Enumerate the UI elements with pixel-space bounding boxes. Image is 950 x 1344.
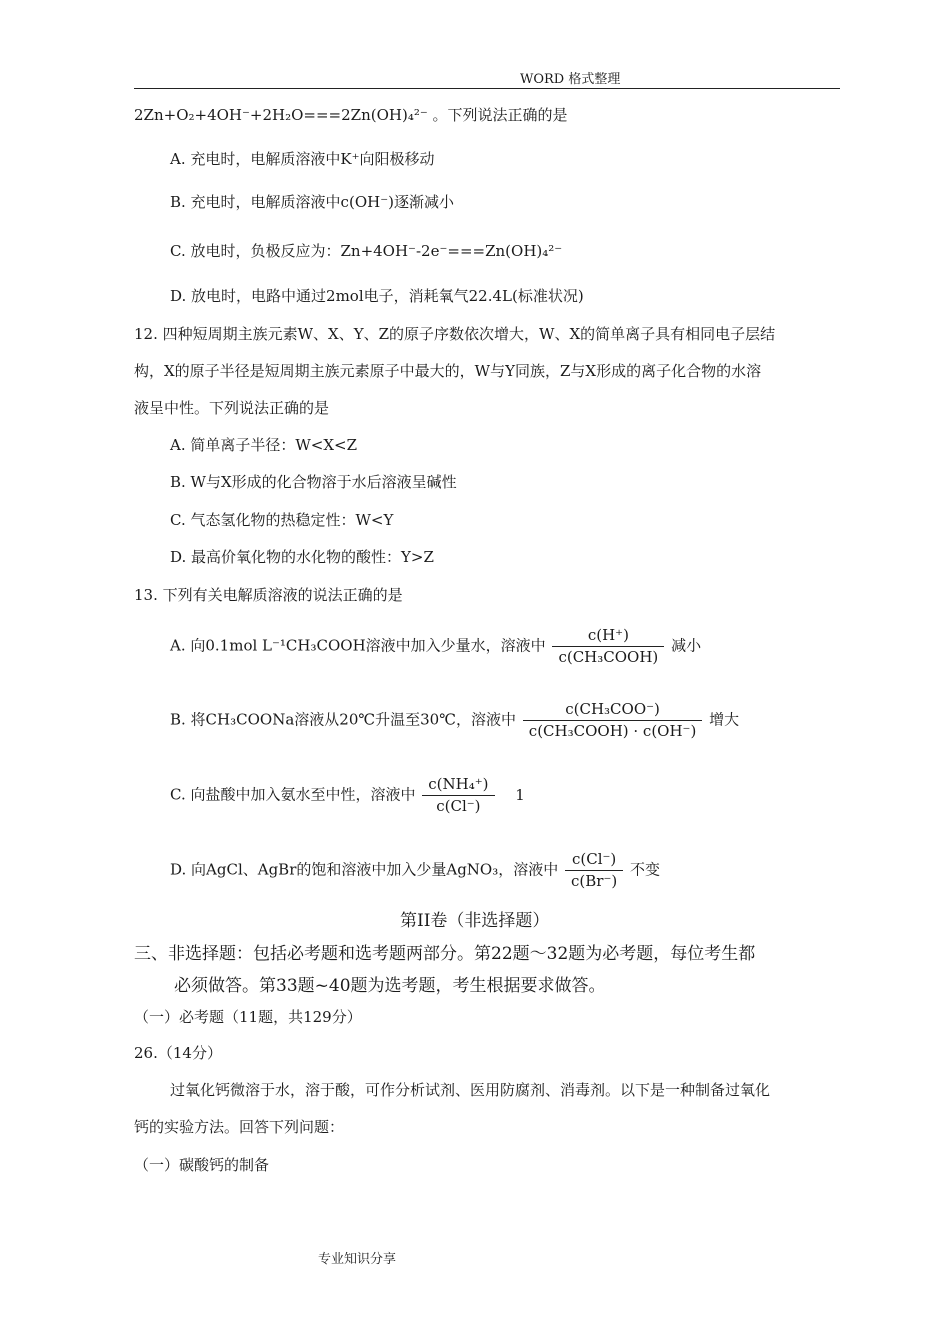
q13-a-numerator: c(H⁺) — [552, 626, 664, 647]
q13-option-b — [170, 700, 739, 741]
part2-intro-line-1: 三、非选择题：包括必考题和选考题两部分。第22题～32题为必考题，每位考生都 — [134, 944, 756, 964]
q13-d-result: 不变 — [630, 860, 661, 879]
q13-b-fraction — [523, 700, 703, 741]
q26-text-line-1: 过氧化钙微溶于水，溶于酸，可作分析试剂、医用防腐剂、消毒剂。以下是一种制备过氧化 — [170, 1081, 771, 1099]
q12-option-c: C. 气态氢化物的热稳定性：W<Y — [170, 511, 394, 529]
q13-c-fraction — [422, 775, 494, 816]
q11-option-a: A. 充电时，电解质溶液中K⁺向阳极移动 — [170, 150, 435, 168]
q13-d-text: D. 向AgCl、AgBr的饱和溶液中加入少量AgNO₃，溶液中 — [170, 860, 559, 879]
required-section-title: （一）必考题（11题，共129分） — [134, 1008, 362, 1026]
q12-option-a: A. 简单离子半径：W<X<Z — [170, 436, 358, 454]
q11-option-c: C. 放电时，负极反应为：Zn+4OH⁻-2e⁻===Zn(OH)₄²⁻ — [170, 242, 563, 260]
q11-option-d: D. 放电时，电路中通过2mol电子，消耗氧气22.4L(标准状况) — [170, 287, 584, 305]
q13-c-denominator: c(Cl⁻) — [436, 797, 481, 815]
part2-intro-line-2: 必须做答。第33题~40题为选考题，考生根据要求做答。 — [174, 976, 606, 996]
q12-stem-line-1: 12. 四种短周期主族元素W、X、Y、Z的原子序数依次增大，W、X的简单离子具有相同电子层结 — [134, 325, 776, 343]
q13-option-d — [170, 850, 660, 891]
q13-a-result: 减小 — [671, 636, 702, 655]
q13-d-fraction — [565, 850, 623, 891]
q13-c-result: 1 — [515, 785, 525, 804]
q12-stem-line-2: 构，X的原子半径是短周期主族元素原子中最大的，W与Y同族，Z与X形成的离子化合物的水溶 — [134, 362, 762, 380]
q13-b-numerator: c(CH₃COO⁻) — [523, 700, 703, 721]
q13-a-text: A. 向0.1mol L⁻¹CH₃COOH溶液中加入少量水，溶液中 — [170, 636, 546, 655]
q13-d-numerator: c(Cl⁻) — [565, 850, 623, 871]
q13-option-c — [170, 775, 525, 816]
q13-a-fraction — [552, 626, 664, 667]
q13-b-denominator: c(CH₃COOH) · c(OH⁻) — [528, 722, 697, 740]
q13-b-text: B. 将CH₃COONa溶液从20℃升温至30℃，溶液中 — [170, 710, 517, 729]
part2-title: 第II卷（非选择题） — [400, 911, 550, 931]
q26-text-line-2: 钙的实验方法。回答下列问题： — [134, 1118, 345, 1136]
page-header: WORD 格式整理 — [520, 72, 621, 87]
q12-option-d: D. 最高价氧化物的水化物的酸性：Y>Z — [170, 548, 434, 566]
q11-option-b: B. 充电时，电解质溶液中c(OH⁻)逐渐减小 — [170, 193, 454, 211]
q13-c-text: C. 向盐酸中加入氨水至中性，溶液中 — [170, 785, 416, 804]
q13-d-denominator: c(Br⁻) — [571, 872, 618, 890]
q13-c-numerator: c(NH₄⁺) — [422, 775, 494, 796]
q13-stem: 13. 下列有关电解质溶液的说法正确的是 — [134, 586, 403, 604]
q26-number: 26.（14分） — [134, 1044, 222, 1062]
q11-equation: 2Zn+O₂+4OH⁻+2H₂O===2Zn(OH)₄²⁻ 。下列说法正确的是 — [134, 106, 568, 124]
page-footer: 专业知识分享 — [318, 1252, 397, 1267]
q26-subsection-title: （一）碳酸钙的制备 — [134, 1156, 270, 1174]
q12-stem-line-3: 液呈中性。下列说法正确的是 — [134, 399, 330, 417]
q13-b-result: 增大 — [709, 710, 740, 729]
header-rule — [134, 88, 840, 89]
q12-option-b: B. W与X形成的化合物溶于水后溶液呈碱性 — [170, 473, 457, 491]
q13-a-denominator: c(CH₃COOH) — [558, 648, 659, 666]
q13-option-a — [170, 626, 701, 667]
